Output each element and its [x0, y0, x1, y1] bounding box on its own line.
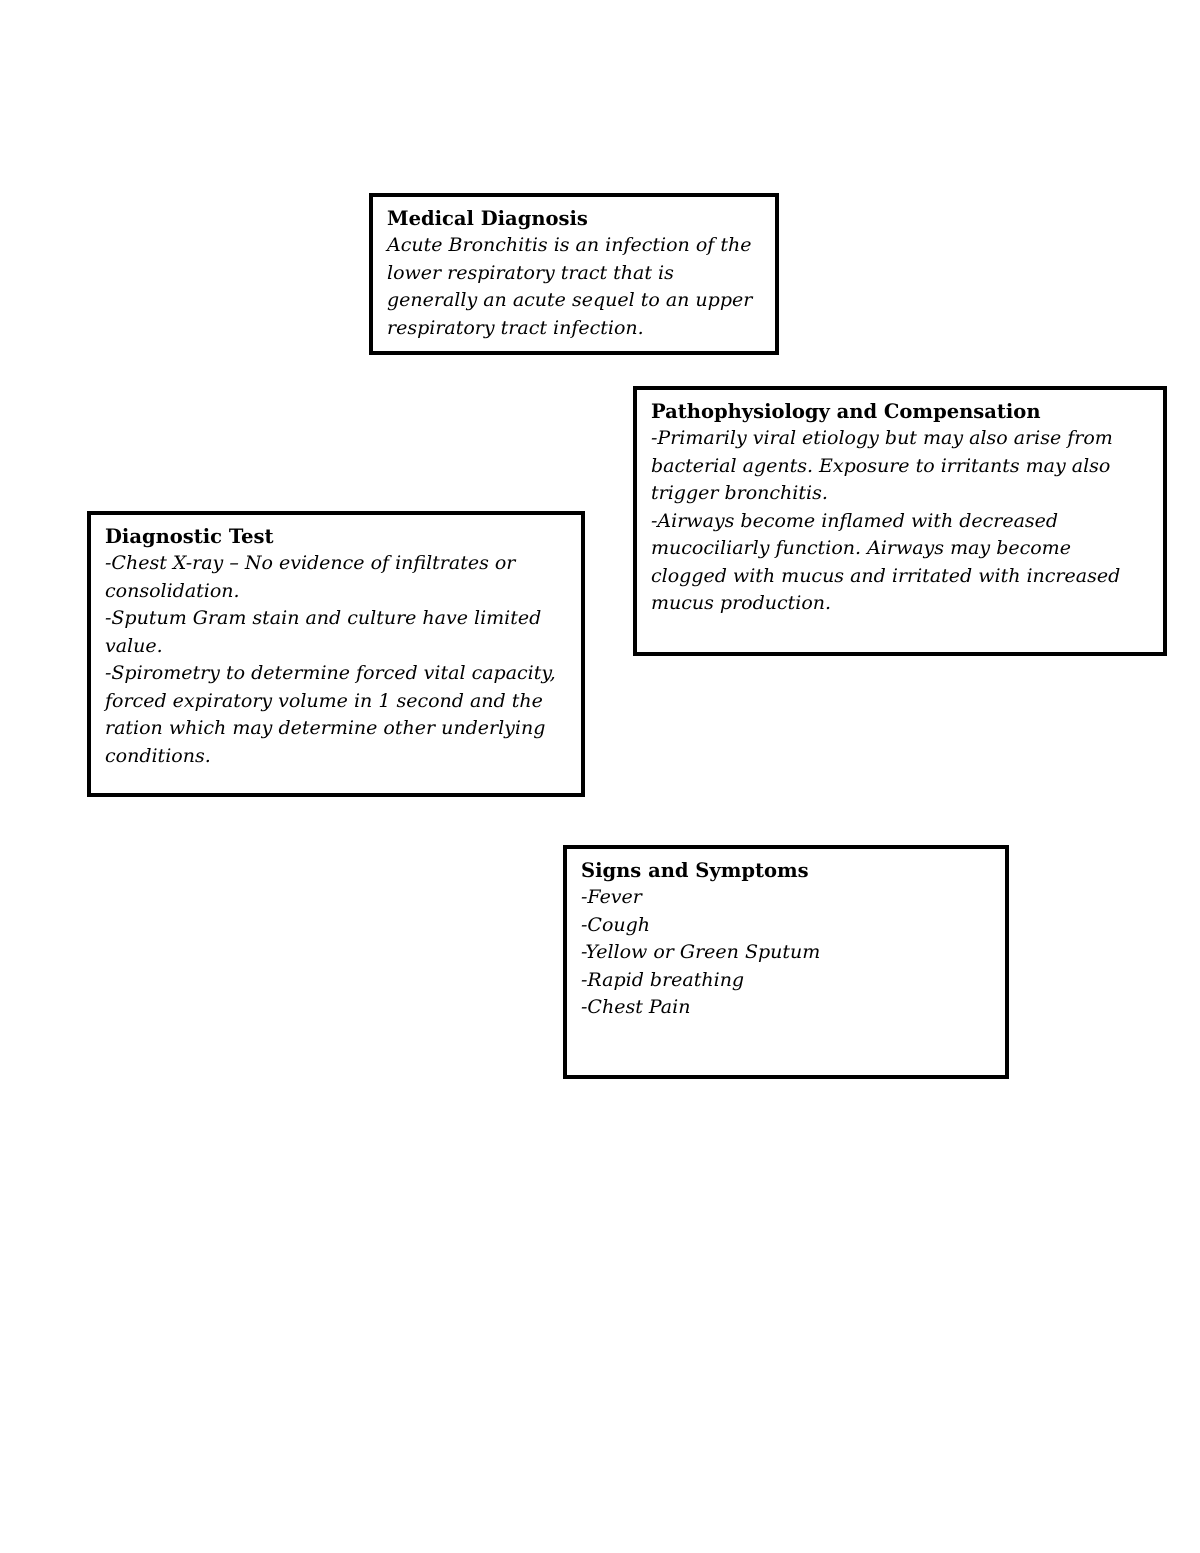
- pathophysiology-line: trigger bronchitis.: [651, 482, 828, 504]
- pathophysiology-line: mucus production.: [651, 592, 832, 614]
- diagnostic-test-box: [87, 511, 585, 797]
- diagnostic-test-line: conditions.: [105, 744, 211, 767]
- diagnostic-test-line: value.: [105, 634, 163, 657]
- signs-symptoms-box: [563, 845, 1009, 1079]
- medical-diagnosis-title: Medical Diagnosis: [387, 207, 588, 230]
- diagnostic-test-title: Diagnostic Test: [105, 525, 274, 548]
- diagnostic-test-line: forced expiratory volume in 1 second and the: [105, 689, 543, 712]
- diagnostic-test-line: -Sputum Gram stain and culture have limited: [105, 607, 542, 629]
- medical-diagnosis-line: Acute Bronchitis is an infection of the: [387, 234, 752, 256]
- diagnostic-test-line: -Chest X-ray – No evidence of infiltrates or: [105, 552, 516, 574]
- pathophysiology-line: bacterial agents. Exposure to irritants may also: [651, 454, 1111, 477]
- pathophysiology-line: mucociliarly function. Airways may become: [651, 537, 1071, 559]
- pathophysiology-line: -Airways become inflamed with decreased: [651, 509, 1059, 532]
- symptom-item: -Fever: [581, 886, 642, 908]
- diagnostic-test-line: consolidation.: [105, 579, 240, 602]
- pathophysiology-line: -Primarily viral etiology but may also arise from: [651, 427, 1113, 449]
- medical-diagnosis-line: generally an acute sequel to an upper: [387, 289, 753, 311]
- symptom-item: -Chest Pain: [581, 996, 691, 1018]
- signs-symptoms-title: Signs and Symptoms: [581, 859, 809, 882]
- medical-diagnosis-line: respiratory tract infection.: [387, 316, 644, 339]
- symptom-item: -Cough: [581, 913, 651, 936]
- symptom-item: -Yellow or Green Sputum: [581, 941, 821, 963]
- medical-diagnosis-box: [369, 193, 779, 355]
- medical-diagnosis-line: lower respiratory tract that is: [387, 261, 674, 284]
- diagnostic-test-line: -Spirometry to determine forced vital capacity,: [105, 662, 556, 684]
- diagnostic-test-line: ration which may determine other underlying: [105, 717, 546, 739]
- pathophysiology-title: Pathophysiology and Compensation: [651, 400, 1041, 423]
- symptom-item: -Rapid breathing: [581, 968, 745, 991]
- pathophysiology-box: [633, 386, 1167, 656]
- pathophysiology-line: clogged with mucus and irritated with increased: [651, 564, 1121, 587]
